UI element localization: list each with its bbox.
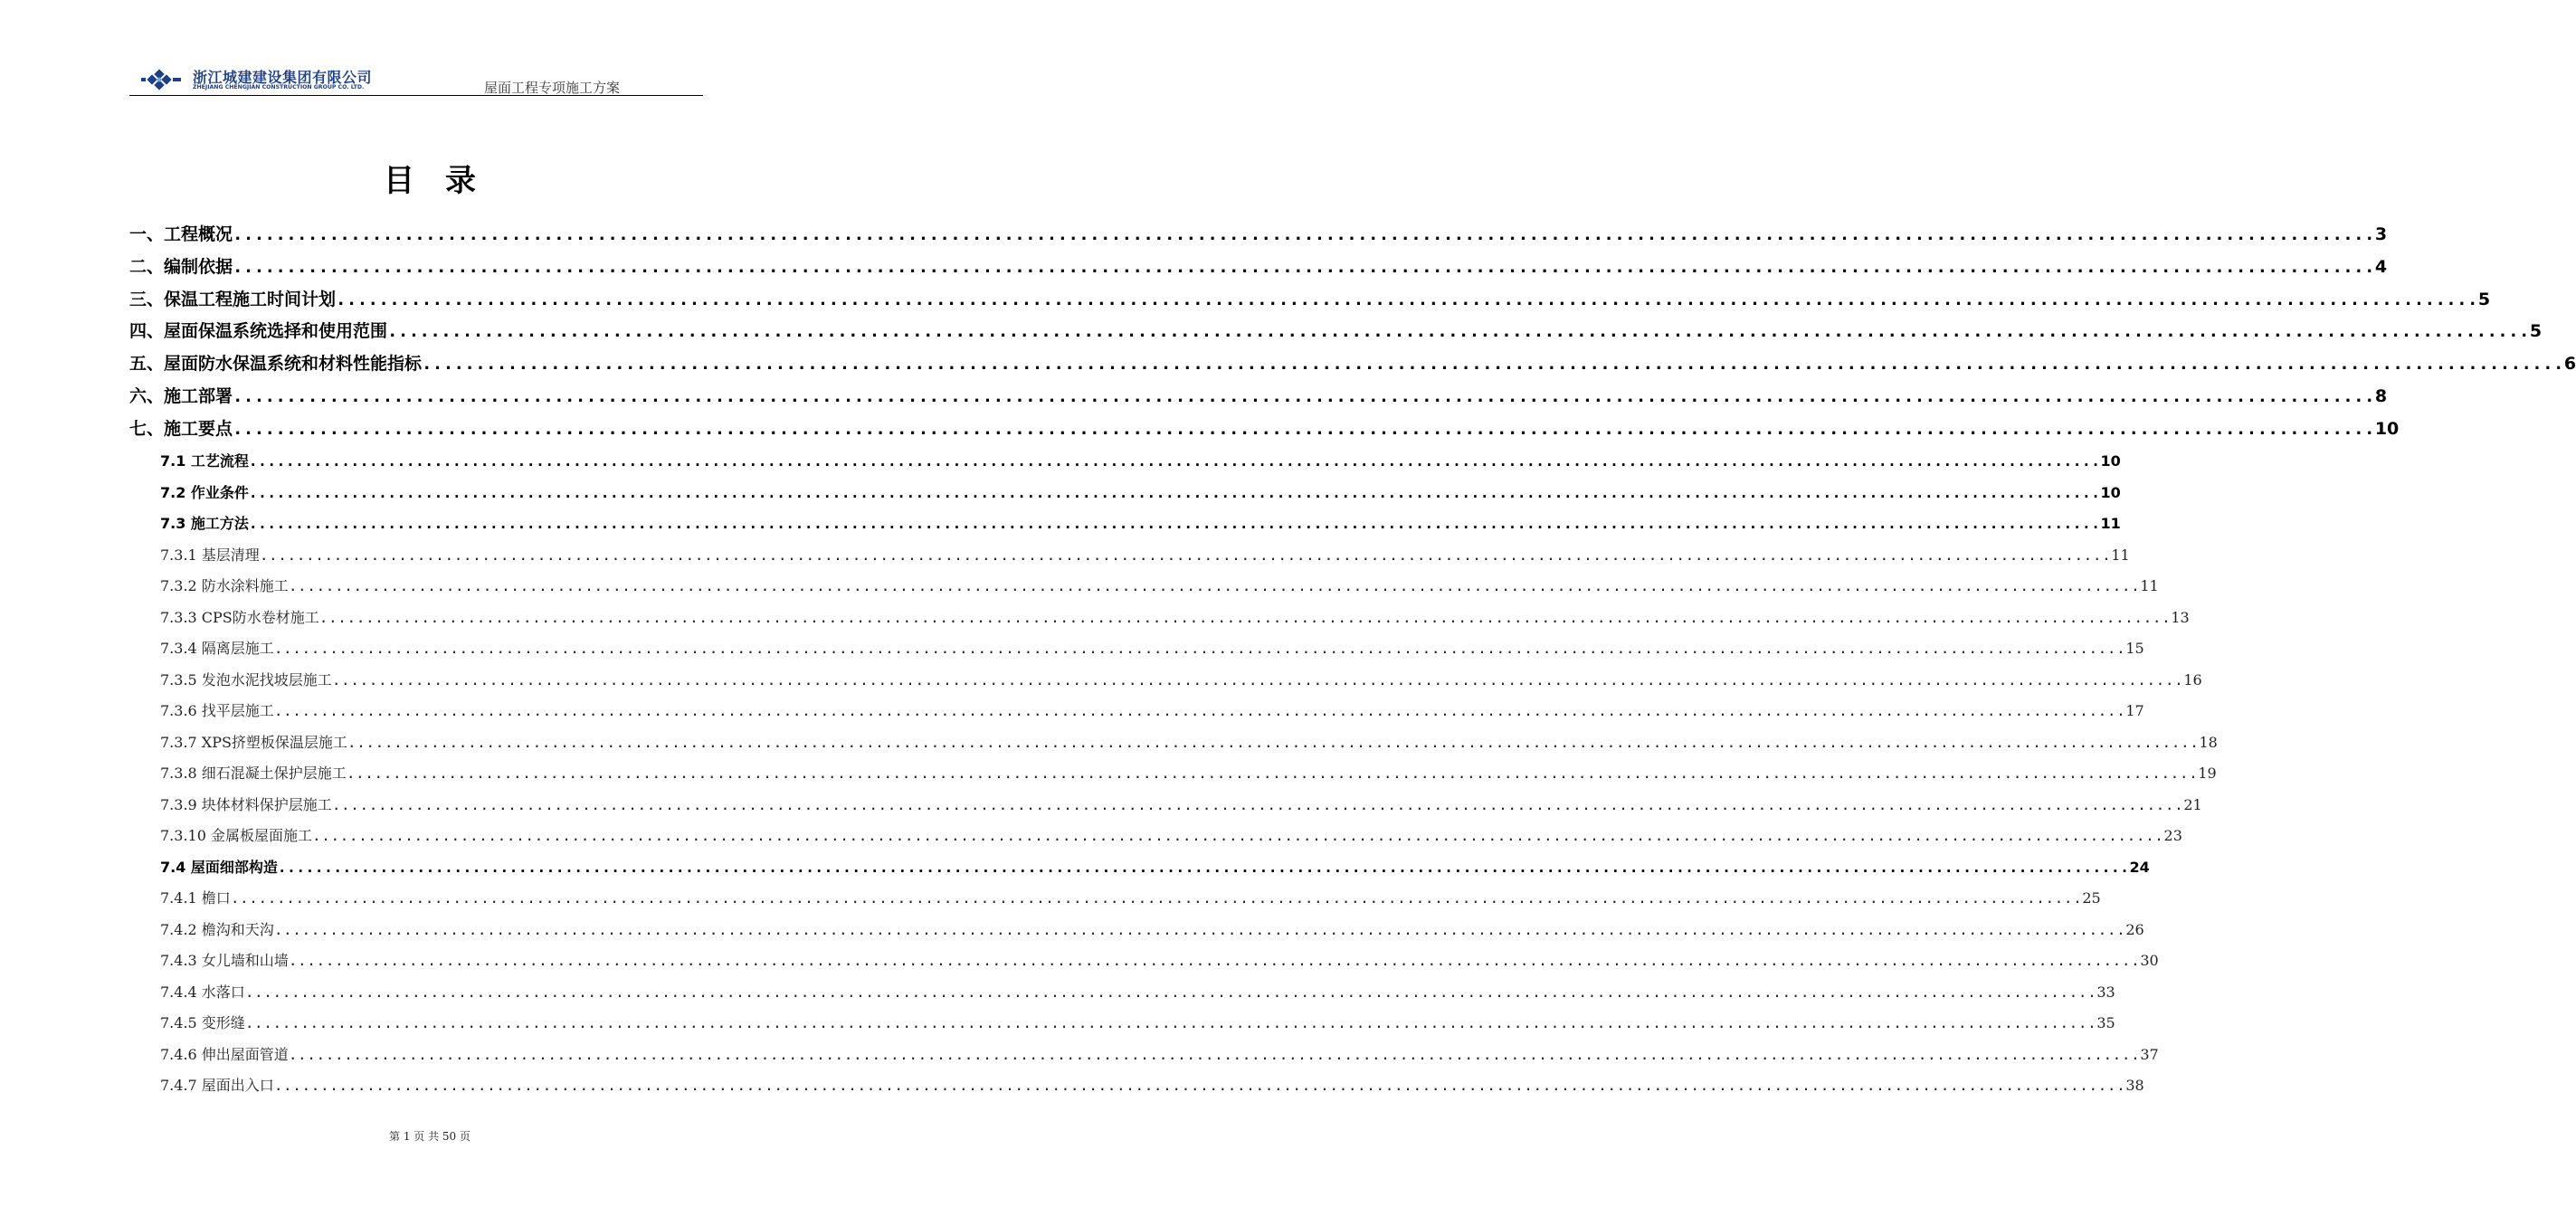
toc-entry[interactable] — [160, 1043, 2159, 1067]
toc-entry[interactable] — [160, 606, 2190, 630]
toc-entry-title: 四、屋面保温系统选择和使用范围 — [129, 321, 388, 341]
toc-entry[interactable] — [160, 669, 2202, 692]
toc-entry-page: 10 — [2100, 484, 2121, 501]
toc-entry-page: 5 — [2529, 321, 2543, 341]
toc-entry[interactable] — [160, 731, 2218, 755]
toc-entry-title: 7.3.10 金属板屋面施工 — [160, 827, 312, 844]
toc-entry[interactable] — [129, 415, 2400, 442]
toc-entry[interactable] — [160, 575, 2159, 598]
toc-entry-title: 7.3.1 基层清理 — [160, 546, 260, 564]
toc-heading: 目录 — [384, 163, 507, 199]
toc-leader-dots: ........................................................................................................................................................................................................ — [233, 257, 2375, 277]
toc-leader-dots: ........................................................................................................................................................................................................ — [248, 452, 2101, 470]
toc-entry-title: 7.3.2 防水涂料施工 — [160, 577, 289, 594]
toc-entry-title: 三、保温工程施工时间计划 — [129, 290, 337, 309]
toc-leader-dots: ........................................................................................................................................................................................................ — [233, 419, 2375, 439]
toc-entry-page: 24 — [2129, 859, 2150, 876]
toc-leader-dots: ........................................................................................................................................................................................................ — [331, 671, 2184, 689]
toc-entry-title: 7.3.3 CPS防水卷材施工 — [160, 609, 319, 626]
toc-entry[interactable] — [160, 450, 2121, 473]
company-name-cn: 浙江城建建设集团有限公司 — [193, 69, 373, 86]
toc-entry-page: 25 — [2082, 889, 2101, 907]
toc-leader-dots: ........................................................................................................................................................................................................ — [273, 921, 2126, 938]
toc-leader-dots: ........................................................................................................................................................................................................ — [336, 290, 2478, 309]
toc-leader-dots: ........................................................................................................................................................................................................ — [244, 983, 2097, 1001]
toc-entry-page: 35 — [2096, 1014, 2115, 1031]
toc-entry[interactable] — [160, 887, 2101, 910]
toc-entry-title: 7.2 作业条件 — [160, 484, 249, 501]
toc-entry[interactable] — [160, 918, 2144, 942]
toc-leader-dots: ........................................................................................................................................................................................................ — [230, 889, 2083, 907]
toc-entry[interactable] — [160, 1012, 2115, 1035]
toc-leader-dots: ........................................................................................................................................................................................................ — [248, 484, 2101, 501]
toc-entry-title: 7.4.2 檐沟和天沟 — [160, 921, 274, 938]
toc-entry-title: 7.3.6 找平层施工 — [160, 702, 274, 719]
toc-entry-title: 7.4.5 变形缝 — [160, 1014, 245, 1031]
toc-leader-dots: ........................................................................................................................................................................................................ — [346, 765, 2199, 782]
toc-entry-page: 6 — [2563, 354, 2576, 374]
toc-leader-dots: ........................................................................................................................................................................................................ — [273, 640, 2126, 657]
toc-leader-dots: ........................................................................................................................................................................................................ — [347, 734, 2200, 751]
toc-leader-dots: ........................................................................................................................................................................................................ — [273, 1077, 2126, 1094]
toc-entry-page: 11 — [2140, 577, 2159, 594]
header-divider — [129, 95, 703, 96]
toc-entry-page: 15 — [2125, 640, 2144, 657]
toc-entry[interactable] — [160, 981, 2115, 1004]
toc-entry-page: 26 — [2125, 921, 2144, 938]
toc-entry[interactable] — [160, 544, 2130, 567]
toc-entry-page: 8 — [2374, 386, 2388, 406]
toc-leader-dots: ........................................................................................................................................................................................................ — [387, 321, 2530, 341]
toc-entry[interactable] — [160, 762, 2217, 785]
toc-entry-title: 六、施工部署 — [129, 386, 233, 406]
toc-entry-title: 7.4.1 檐口 — [160, 889, 231, 907]
toc-entry-page: 19 — [2198, 765, 2217, 782]
toc-leader-dots: ........................................................................................................................................................................................................ — [288, 1046, 2141, 1063]
toc-entry[interactable] — [160, 793, 2202, 817]
toc-entry-page: 13 — [2171, 609, 2190, 626]
toc-leader-dots: ........................................................................................................................................................................................................ — [277, 859, 2130, 876]
toc-entry-page: 11 — [2100, 515, 2121, 532]
toc-leader-dots: ........................................................................................................................................................................................................ — [233, 386, 2375, 406]
toc-entry-title: 7.3.8 细石混凝土保护层施工 — [160, 765, 347, 782]
toc-leader-dots: ........................................................................................................................................................................................................ — [244, 1014, 2097, 1031]
toc-leader-dots: ........................................................................................................................................................................................................ — [311, 827, 2164, 844]
toc-entry-page: 17 — [2125, 702, 2144, 719]
toc-entry-title: 七、施工要点 — [129, 419, 233, 439]
toc-entry[interactable] — [129, 253, 2388, 280]
toc-entry[interactable] — [160, 856, 2150, 879]
toc-entry-page: 37 — [2140, 1046, 2159, 1063]
toc-entry[interactable] — [129, 350, 2576, 377]
toc-entry-title: 7.4.6 伸出屋面管道 — [160, 1046, 289, 1063]
page-header — [129, 63, 703, 96]
toc-entry-title: 7.3.9 块体材料保护层施工 — [160, 796, 332, 813]
toc-entry-title: 7.4.4 水落口 — [160, 983, 245, 1001]
toc-entry-page: 10 — [2100, 452, 2121, 470]
toc-entry-page: 11 — [2111, 546, 2130, 564]
toc-entry[interactable] — [129, 221, 2388, 248]
toc-entry[interactable] — [129, 286, 2491, 313]
toc-leader-dots: ........................................................................................................................................................................................................ — [259, 546, 2112, 564]
toc-entry-title: 7.4.3 女儿墙和山墙 — [160, 952, 289, 969]
toc-leader-dots: ........................................................................................................................................................................................................ — [233, 224, 2375, 244]
toc-entry-page: 10 — [2374, 419, 2400, 439]
toc-entry-title: 7.1 工艺流程 — [160, 452, 249, 470]
toc-entry-title: 7.3 施工方法 — [160, 515, 249, 532]
toc-entry-page: 38 — [2125, 1077, 2144, 1094]
company-name-en: ZHEJIANG CHENGJIAN CONSTRUCTION GROUP CO. LTD. — [193, 84, 365, 90]
toc-leader-dots: ........................................................................................................................................................................................................ — [288, 577, 2141, 594]
toc-entry[interactable] — [160, 949, 2159, 973]
toc-entry[interactable] — [160, 637, 2144, 660]
toc-leader-dots: ........................................................................................................................................................................................................ — [273, 702, 2126, 719]
toc-entry-title: 二、编制依据 — [129, 257, 233, 277]
toc-leader-dots: ........................................................................................................................................................................................................ — [288, 952, 2141, 969]
toc-entry[interactable] — [129, 318, 2543, 345]
toc-entry-page: 5 — [2477, 290, 2491, 309]
toc-leader-dots: ........................................................................................................................................................................................................ — [318, 609, 2172, 626]
toc-entry[interactable] — [160, 1074, 2144, 1097]
toc-entry[interactable] — [160, 699, 2144, 723]
company-logo — [140, 65, 412, 94]
toc-entry-page: 23 — [2163, 827, 2182, 844]
toc-entry-title: 五、屋面防水保温系统和材料性能指标 — [129, 354, 423, 374]
toc-entry[interactable] — [129, 383, 2388, 410]
toc-leader-dots: ........................................................................................................................................................................................................ — [248, 515, 2101, 532]
toc-entry[interactable] — [160, 512, 2121, 536]
toc-entry-page: 16 — [2183, 671, 2202, 689]
toc-entry-page: 3 — [2374, 224, 2388, 244]
toc-entry-page: 18 — [2199, 734, 2218, 751]
toc-entry-title: 7.3.4 隔离层施工 — [160, 640, 274, 657]
toc-entry-title: 7.4 屋面细部构造 — [160, 859, 278, 876]
document-title: 屋面工程专项施工方案 — [483, 80, 620, 96]
toc-entry-page: 4 — [2374, 257, 2388, 277]
toc-leader-dots: ........................................................................................................................................................................................................ — [422, 354, 2564, 374]
toc-entry[interactable] — [160, 481, 2121, 505]
toc-entry-title: 一、工程概况 — [129, 224, 233, 244]
toc-entry-title: 7.3.5 发泡水泥找坡层施工 — [160, 671, 332, 689]
toc-entry-page: 30 — [2140, 952, 2159, 969]
toc-entry-page: 33 — [2096, 983, 2115, 1001]
toc-entry[interactable] — [160, 824, 2182, 848]
logo-mark-icon — [140, 69, 184, 90]
toc-entry-title: 7.4.7 屋面出入口 — [160, 1077, 274, 1094]
toc-entry-title: 7.3.7 XPS挤塑板保温层施工 — [160, 734, 347, 751]
toc-leader-dots: ........................................................................................................................................................................................................ — [331, 796, 2184, 813]
toc-entry-page: 21 — [2183, 796, 2202, 813]
page-footer: 第 1 页 共 50 页 — [389, 1130, 471, 1143]
